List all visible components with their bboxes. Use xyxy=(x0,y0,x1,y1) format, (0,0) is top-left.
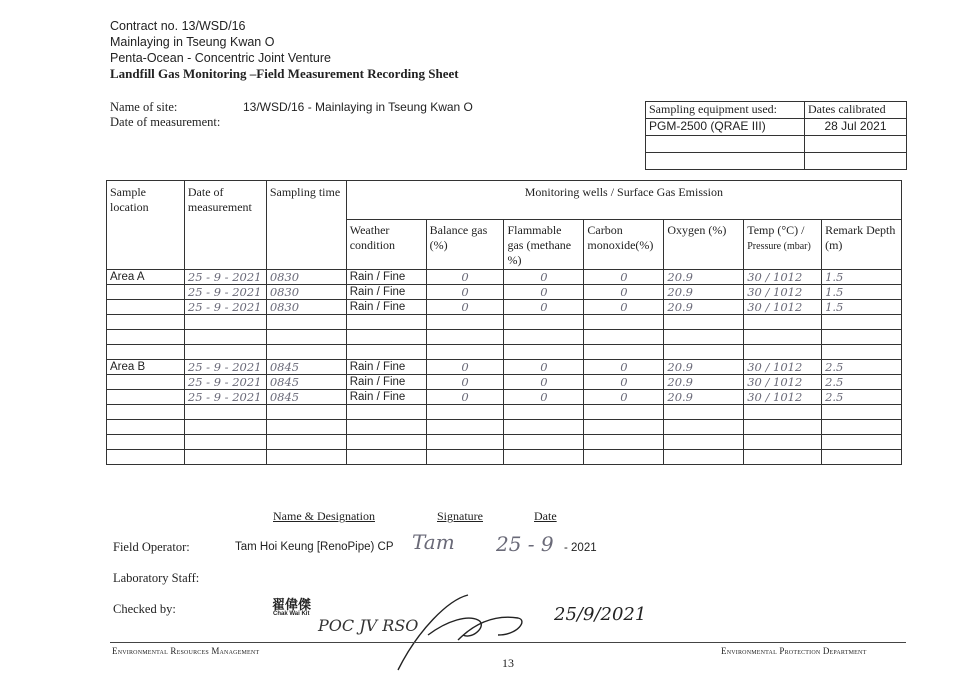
co-cell: 0 xyxy=(584,360,664,375)
remark-cell: 2.5 xyxy=(822,375,902,390)
area-b-label: Area B xyxy=(107,360,185,375)
co-cell: 0 xyxy=(584,285,664,300)
contract-number: Contract no. 13/WSD/16 xyxy=(110,19,246,33)
date-of-measurement-label: Date of measurement: xyxy=(110,115,221,129)
balance-cell: 0 xyxy=(426,285,504,300)
equipment-empty-cell xyxy=(805,153,907,170)
remark-cell: 1.5 xyxy=(822,300,902,315)
equipment-item: PGM-2500 (QRAE III) xyxy=(646,119,805,136)
footer-divider xyxy=(110,642,906,643)
oxygen-cell: 20.9 xyxy=(664,270,744,285)
weather-cell: Rain / Fine xyxy=(346,390,426,405)
header-weather: Weather condition xyxy=(346,220,426,270)
name-designation-heading: Name & Designation xyxy=(273,509,375,523)
table-row xyxy=(107,360,902,375)
equipment-header: Sampling equipment used: xyxy=(646,102,805,119)
table-row xyxy=(107,315,902,330)
balance-cell: 0 xyxy=(426,360,504,375)
table-row xyxy=(107,330,902,345)
co-cell: 0 xyxy=(584,390,664,405)
temp-cell: 30 / 1012 xyxy=(744,285,822,300)
header-balance-gas: Balance gas (%) xyxy=(426,220,504,270)
date-cell: 25 - 9 - 2021 xyxy=(184,390,266,405)
flammable-cell: 0 xyxy=(504,270,584,285)
page-number: 13 xyxy=(502,656,514,670)
temp-cell: 30 / 1012 xyxy=(744,390,822,405)
area-a-label: Area A xyxy=(107,270,185,285)
equipment-empty-cell xyxy=(646,136,805,153)
signature-heading: Signature xyxy=(437,509,483,523)
checker-signature xyxy=(388,590,538,680)
remark-cell: 1.5 xyxy=(822,285,902,300)
table-row xyxy=(107,345,902,360)
date-cell: 25 - 9 - 2021 xyxy=(184,285,266,300)
table-row xyxy=(107,300,902,315)
field-operator-signature: Tam xyxy=(412,530,455,554)
time-cell: 0830 xyxy=(266,270,346,285)
temp-cell: 30 / 1012 xyxy=(744,270,822,285)
time-cell: 0830 xyxy=(266,300,346,315)
table-row xyxy=(107,420,902,435)
flammable-cell: 0 xyxy=(504,285,584,300)
field-operator-name: Tam Hoi Keung [RenoPipe) CP xyxy=(235,541,394,553)
footer-right: Environmental Protection Department xyxy=(721,646,867,656)
time-cell: 0845 xyxy=(266,390,346,405)
balance-cell: 0 xyxy=(426,270,504,285)
remark-cell: 2.5 xyxy=(822,390,902,405)
joint-venture: Penta-Ocean - Concentric Joint Venture xyxy=(110,51,331,65)
time-cell: 0845 xyxy=(266,375,346,390)
weather-cell: Rain / Fine xyxy=(346,360,426,375)
header-remark-depth: Remark Depth (m) xyxy=(822,220,902,270)
flammable-cell: 0 xyxy=(504,300,584,315)
flammable-cell: 0 xyxy=(504,360,584,375)
field-operator-date-handwritten: 25 - 9 xyxy=(496,532,554,556)
checker-english-name: Chak Wai Kit xyxy=(273,611,310,617)
flammable-cell: 0 xyxy=(504,390,584,405)
header-sampling-time: Sampling time xyxy=(266,181,346,270)
footer-left: Environmental Resources Management xyxy=(112,646,260,656)
table-row xyxy=(107,390,902,405)
checker-date: 25/9/2021 xyxy=(554,604,647,625)
calibration-date: 28 Jul 2021 xyxy=(805,119,907,136)
header-sample-location: Sample location xyxy=(107,181,185,270)
table-row xyxy=(107,375,902,390)
remark-cell: 1.5 xyxy=(822,270,902,285)
sheet-title: Landfill Gas Monitoring –Field Measurement Recording Sheet xyxy=(110,66,459,81)
checked-by-label: Checked by: xyxy=(113,602,176,616)
oxygen-cell: 20.9 xyxy=(664,375,744,390)
time-cell: 0845 xyxy=(266,360,346,375)
measurement-table xyxy=(106,180,902,465)
field-operator-label: Field Operator: xyxy=(113,540,190,554)
header-pressure: Pressure (mbar) xyxy=(747,241,811,252)
equipment-table xyxy=(645,101,907,170)
temp-cell: 30 / 1012 xyxy=(744,300,822,315)
co-cell: 0 xyxy=(584,300,664,315)
balance-cell: 0 xyxy=(426,375,504,390)
date-cell: 25 - 9 - 2021 xyxy=(184,375,266,390)
site-name-label: Name of site: xyxy=(110,100,178,114)
empty-cell xyxy=(107,300,185,315)
table-row xyxy=(107,270,902,285)
flammable-cell: 0 xyxy=(504,375,584,390)
empty-cell xyxy=(107,375,185,390)
time-cell: 0830 xyxy=(266,285,346,300)
table-row xyxy=(107,285,902,300)
oxygen-cell: 20.9 xyxy=(664,285,744,300)
header-monitoring-wells: Monitoring wells / Surface Gas Emission xyxy=(346,181,901,220)
weather-cell: Rain / Fine xyxy=(346,300,426,315)
site-name-value: 13/WSD/16 - Mainlaying in Tseung Kwan O xyxy=(243,100,473,114)
checker-note: POC JV RSO xyxy=(318,616,419,635)
temp-cell: 30 / 1012 xyxy=(744,375,822,390)
header-temp: Temp (°C) / xyxy=(747,223,805,237)
laboratory-staff-label: Laboratory Staff: xyxy=(113,571,200,585)
header-date-of-measurement: Date of measurement xyxy=(184,181,266,270)
weather-cell: Rain / Fine xyxy=(346,270,426,285)
checker-chinese-name: 翟偉傑 xyxy=(272,597,312,612)
weather-cell: Rain / Fine xyxy=(346,285,426,300)
equipment-empty-cell xyxy=(805,136,907,153)
table-row xyxy=(107,435,902,450)
empty-cell xyxy=(107,285,185,300)
oxygen-cell: 20.9 xyxy=(664,300,744,315)
project-name: Mainlaying in Tseung Kwan O xyxy=(110,35,275,49)
balance-cell: 0 xyxy=(426,300,504,315)
date-cell: 25 - 9 - 2021 xyxy=(184,360,266,375)
temp-cell: 30 / 1012 xyxy=(744,360,822,375)
equipment-empty-cell xyxy=(646,153,805,170)
header-flammable-gas: Flammable gas (methane %) xyxy=(504,220,584,270)
remark-cell: 2.5 xyxy=(822,360,902,375)
empty-cell xyxy=(107,390,185,405)
weather-cell: Rain / Fine xyxy=(346,375,426,390)
co-cell: 0 xyxy=(584,375,664,390)
header-oxygen: Oxygen (%) xyxy=(664,220,744,270)
header-temp-pressure xyxy=(744,220,822,270)
date-cell: 25 - 9 - 2021 xyxy=(184,300,266,315)
date-cell: 25 - 9 - 2021 xyxy=(184,270,266,285)
header-carbon-monoxide: Carbon monoxide(%) xyxy=(584,220,664,270)
date-heading: Date xyxy=(534,509,557,523)
table-row xyxy=(107,450,902,465)
balance-cell: 0 xyxy=(426,390,504,405)
oxygen-cell: 20.9 xyxy=(664,360,744,375)
oxygen-cell: 20.9 xyxy=(664,390,744,405)
table-row xyxy=(107,405,902,420)
calibration-header: Dates calibrated xyxy=(805,102,907,119)
field-operator-date-printed: - 2021 xyxy=(564,542,597,554)
co-cell: 0 xyxy=(584,270,664,285)
